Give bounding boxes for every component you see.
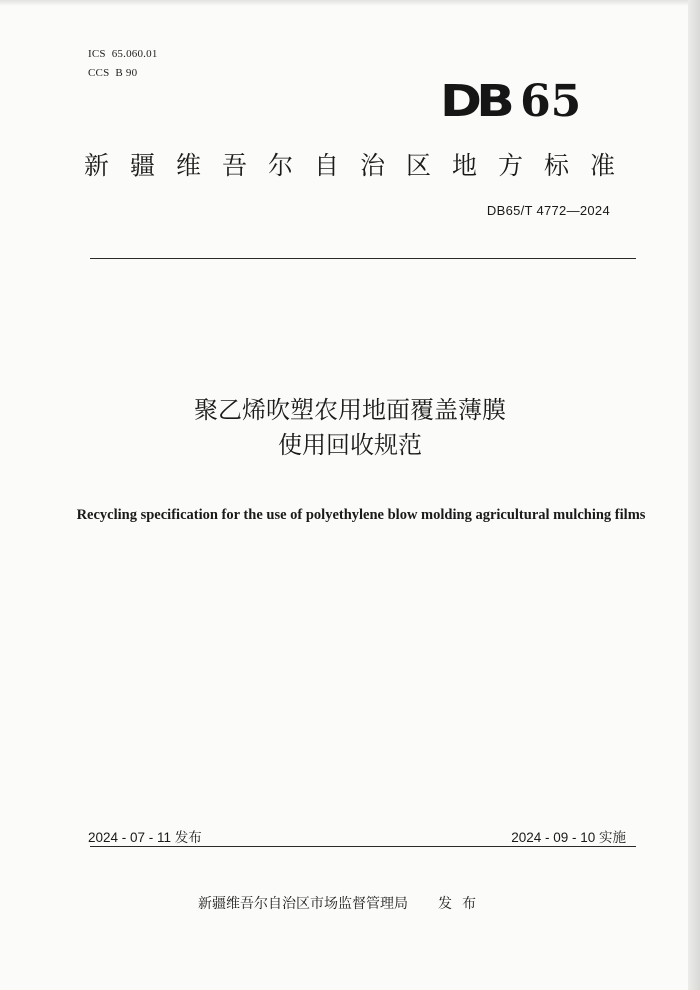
db-logo-prefix: DB [440, 76, 510, 127]
db-logo [440, 76, 582, 127]
standard-kind-heading: 新疆维吾尔自治区地方标准 [84, 151, 637, 180]
db-logo-number: 65 [520, 76, 582, 127]
title-cn-line2: 使用回收规范 [278, 431, 422, 459]
issuer-action: 发布 [438, 896, 486, 912]
issuer-line [198, 893, 486, 913]
implementation-date: 2024 - 09 - 10 实施 [511, 830, 626, 845]
scan-top-edge [0, 0, 700, 6]
ics-code [88, 48, 158, 60]
top-divider [90, 258, 636, 259]
ccs-label: CCS [88, 67, 110, 79]
issue-date: 2024 - 07 - 11 发布 [88, 830, 202, 845]
ics-value: 65.060.01 [111, 48, 158, 60]
scan-right-edge [688, 0, 700, 990]
ics-label: ICS [88, 48, 106, 60]
issuer-name: 新疆维吾尔自治区市场监督管理局 [198, 896, 408, 912]
bottom-divider [90, 846, 636, 847]
standard-number: DB65/T 4772—2024 [486, 203, 610, 218]
ccs-code [88, 67, 137, 79]
title-en: Recycling specification for the use of polyethylene blow molding agricultural mulching films [76, 507, 646, 523]
title-cn-line1: 聚乙烯吹塑农用地面覆盖薄膜 [194, 396, 506, 424]
ccs-value: B 90 [115, 67, 138, 79]
